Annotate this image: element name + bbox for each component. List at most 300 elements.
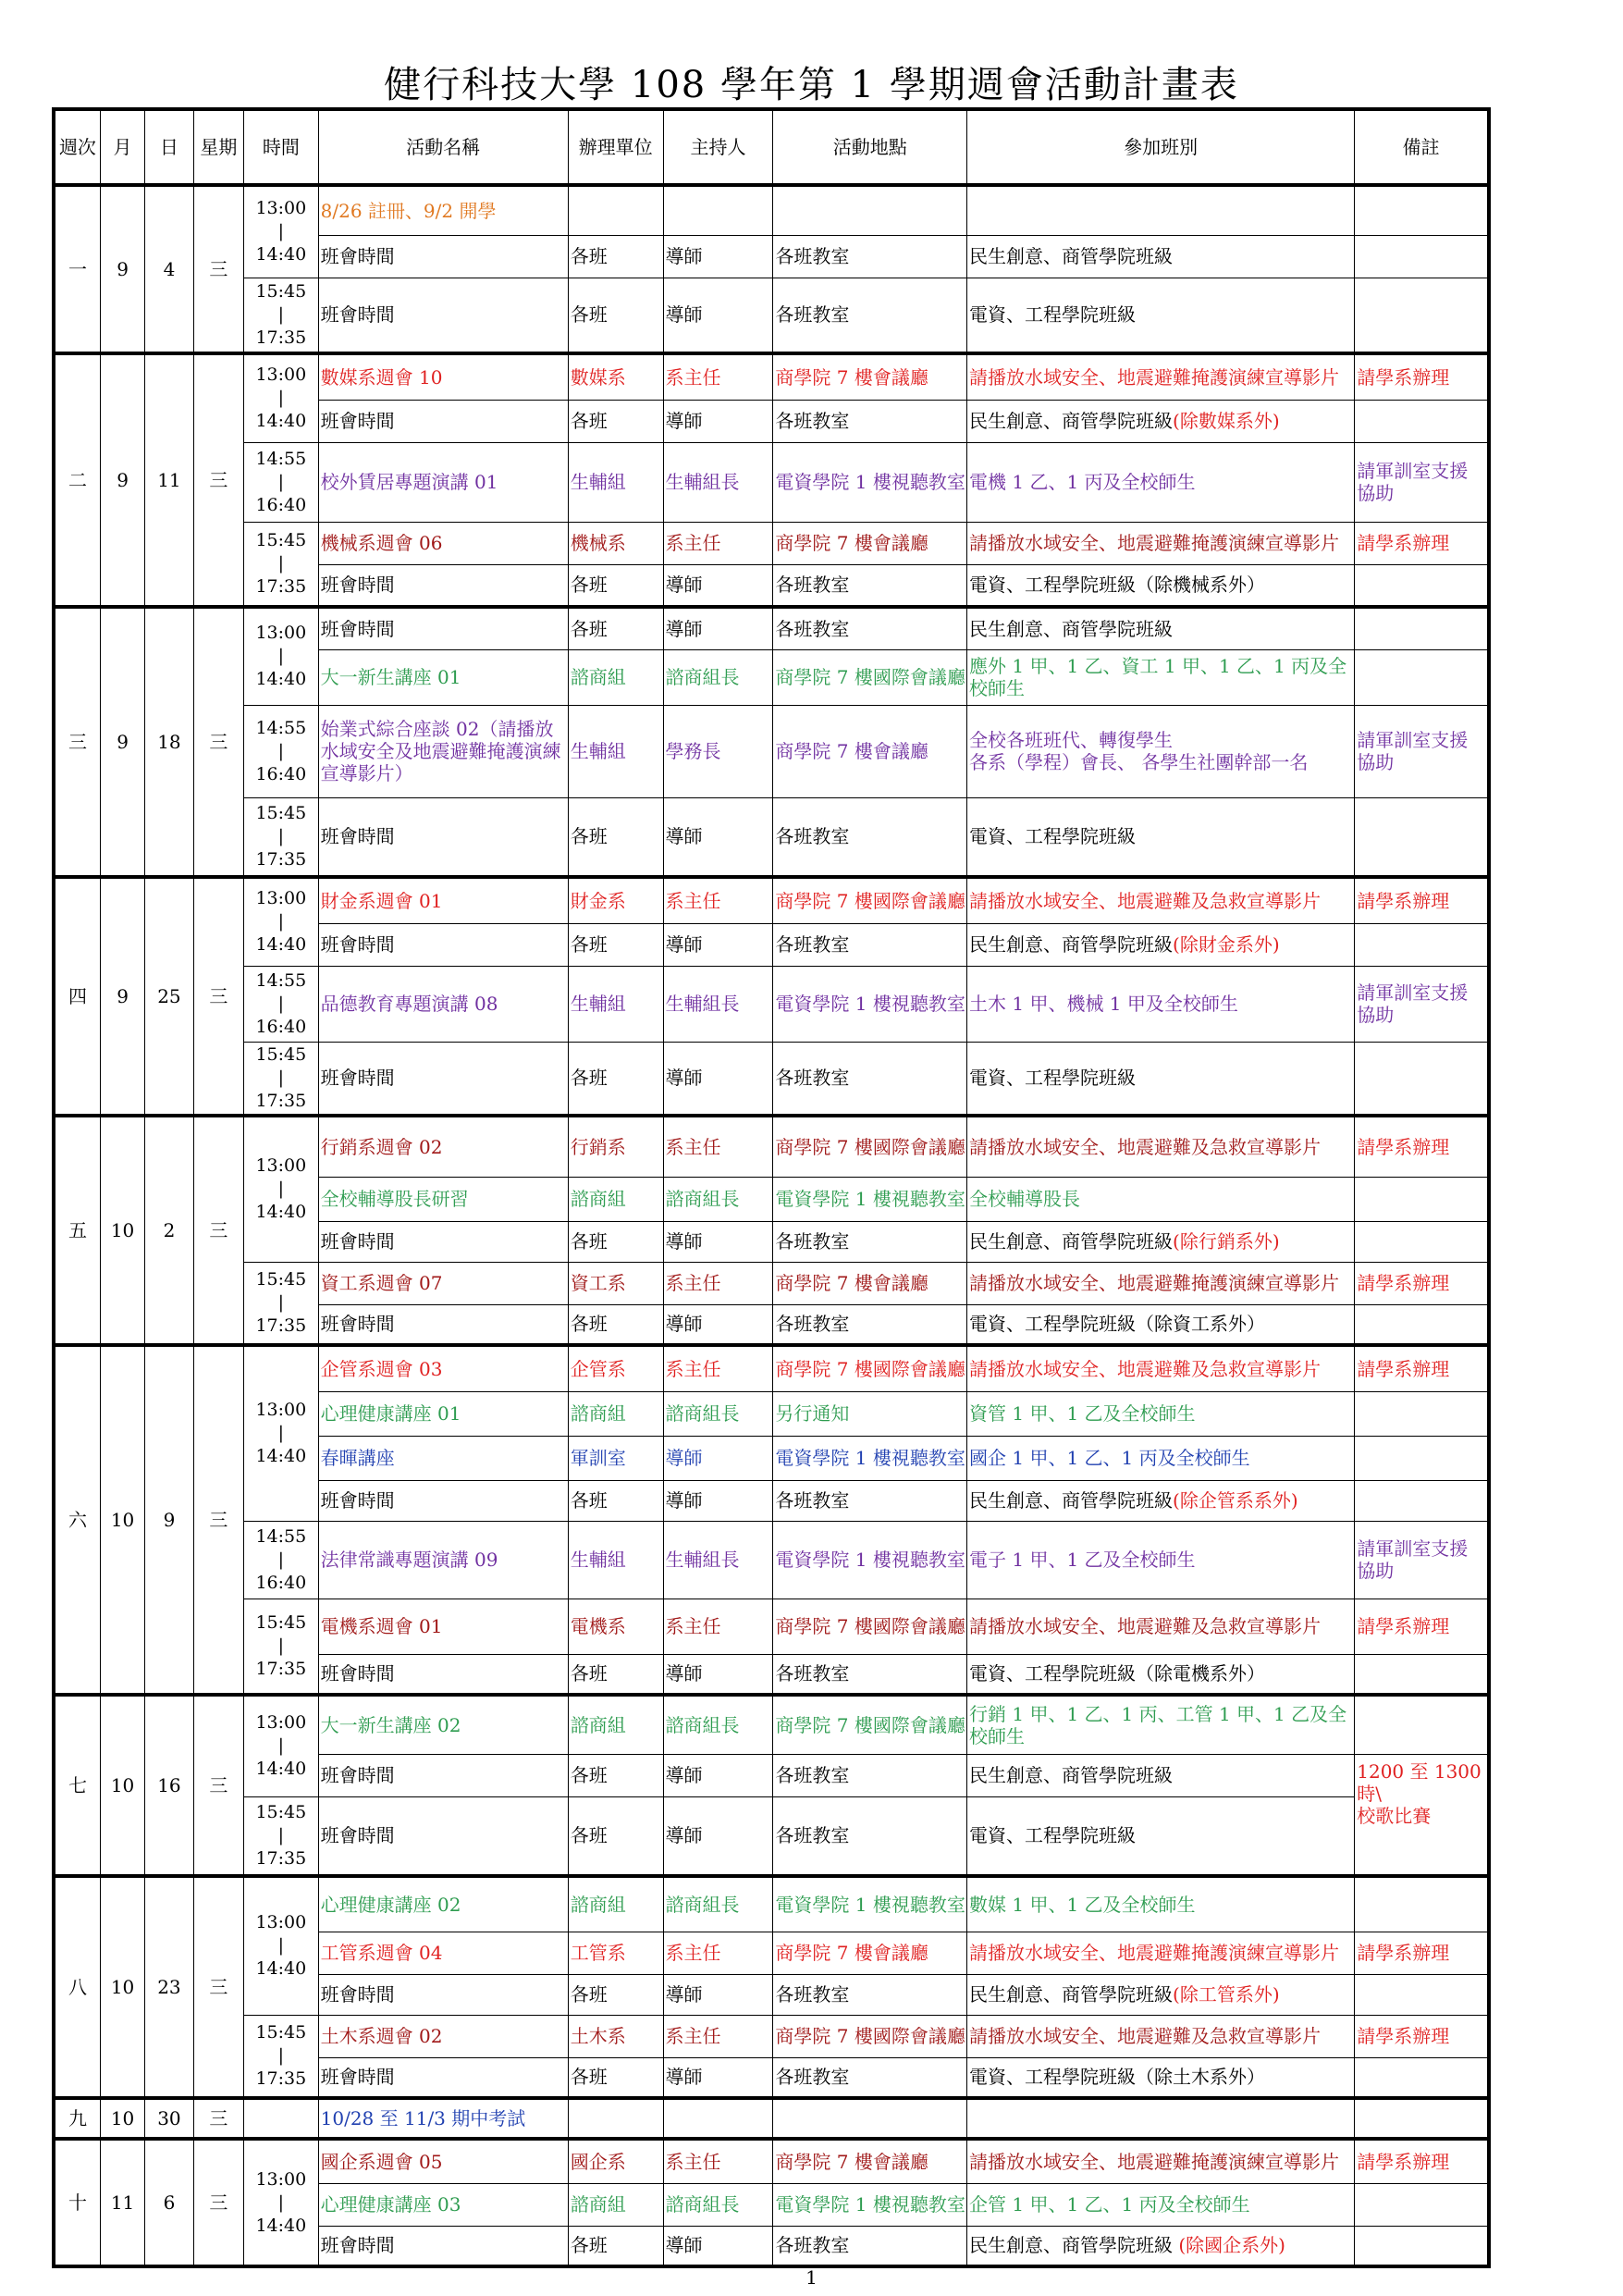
activity-name: 班會時間 xyxy=(318,797,568,877)
classes-text: 請播放水域安全、地震避難及急救宣導影片 xyxy=(969,1357,1322,1380)
classes-cell xyxy=(967,797,1355,877)
page-title: 健行科技大學 108 學年第 1 學期週會活動計畫表 xyxy=(384,64,1239,106)
classes-text: 電資、工程學院班級 xyxy=(969,1824,1137,1847)
classes-text: 請播放水域安全、地震避難及急救宣導影片 xyxy=(969,2025,1322,2047)
time-cell: 13:00 | 14:40 xyxy=(244,185,319,278)
unit-cell: 機械系 xyxy=(568,522,663,564)
time-cell: 14:55 | 16:40 xyxy=(244,1521,319,1599)
header-week: 週次 xyxy=(54,109,100,185)
classes-exclusion: (除工管系外) xyxy=(1173,1983,1280,2006)
host-cell: 諮商組長 xyxy=(663,1876,773,1932)
table-row xyxy=(54,797,1489,877)
month-cell: 9 xyxy=(100,353,144,607)
place-cell: 各班教室 xyxy=(773,1042,967,1116)
table-row xyxy=(54,1116,1489,1177)
month-cell: 10 xyxy=(100,1345,144,1695)
month-cell: 9 xyxy=(100,607,144,877)
note-cell xyxy=(1355,607,1489,649)
weekday-cell: 三 xyxy=(193,1345,243,1695)
classes-cell xyxy=(967,1521,1355,1599)
host-cell: 導師 xyxy=(663,564,773,607)
unit-cell: 資工系 xyxy=(568,1262,663,1304)
classes-cell xyxy=(967,235,1355,278)
place-cell: 各班教室 xyxy=(773,1480,967,1521)
classes-text: 請播放水域安全、地震避難掩護演練宣導影片 xyxy=(969,1942,1340,1964)
place-cell: 各班教室 xyxy=(773,235,967,278)
unit-cell: 各班 xyxy=(568,797,663,877)
note-cell xyxy=(1355,278,1489,353)
time-cell: 13:00 | 14:40 xyxy=(244,607,319,705)
table-row xyxy=(54,1599,1489,1654)
note-cell xyxy=(1355,1974,1489,2015)
day-cell: 25 xyxy=(145,877,193,1116)
classes-text: 電資、工程學院班級（除電機系外） xyxy=(969,1662,1266,1685)
header-activity: 活動名稱 xyxy=(318,109,568,185)
unit-cell: 生輔組 xyxy=(568,705,663,797)
classes-text: 電資、工程學院班級 xyxy=(969,1067,1137,1090)
place-cell: 各班教室 xyxy=(773,1974,967,2015)
classes-text: 數媒 1 甲、1 乙及全校師生 xyxy=(969,1893,1196,1916)
unit-cell: 各班 xyxy=(568,235,663,278)
unit-cell: 各班 xyxy=(568,1796,663,1876)
table-row xyxy=(54,877,1489,923)
classes-text: 土木 1 甲、機械 1 甲及全校師生 xyxy=(969,993,1238,1015)
classes-cell xyxy=(967,923,1355,966)
classes-cell xyxy=(967,649,1355,705)
host-cell: 導師 xyxy=(663,278,773,353)
header-row xyxy=(54,109,1489,185)
host-cell: 導師 xyxy=(663,1042,773,1116)
time-cell: 13:00 | 14:40 xyxy=(244,1876,319,2015)
day-cell: 30 xyxy=(145,2098,193,2139)
place-cell: 商學院 7 樓會議廳 xyxy=(773,705,967,797)
place-cell: 各班教室 xyxy=(773,1654,967,1695)
classes-cell xyxy=(967,442,1355,522)
unit-cell: 企管系 xyxy=(568,1345,663,1391)
time-cell: 15:45 | 17:35 xyxy=(244,522,319,607)
host-cell: 系主任 xyxy=(663,1345,773,1391)
time-cell: 15:45 | 17:35 xyxy=(244,1796,319,1876)
classes-cell xyxy=(967,522,1355,564)
classes-text: 民生創意、商管學院班級 xyxy=(969,617,1174,640)
table-row xyxy=(54,353,1489,400)
activity-name: 8/26 註冊、9/2 開學 xyxy=(318,185,568,235)
place-cell: 各班教室 xyxy=(773,400,967,442)
host-cell: 導師 xyxy=(663,797,773,877)
place-cell: 商學院 7 樓會議廳 xyxy=(773,2139,967,2183)
unit-cell: 國企系 xyxy=(568,2139,663,2183)
host-cell: 導師 xyxy=(663,923,773,966)
table-row xyxy=(54,607,1489,649)
unit-cell: 各班 xyxy=(568,1042,663,1116)
weekday-cell: 三 xyxy=(193,1876,243,2098)
host-cell: 學務長 xyxy=(663,705,773,797)
time-cell: 15:45 | 17:35 xyxy=(244,2015,319,2098)
note-cell xyxy=(1355,1042,1489,1116)
activity-name: 班會時間 xyxy=(318,564,568,607)
classes-exclusion: (除企管系系外) xyxy=(1173,1489,1298,1512)
note-cell: 請學系辦理 xyxy=(1355,877,1489,923)
place-cell: 各班教室 xyxy=(773,923,967,966)
classes-text: 請播放水域安全、地震避難掩護演練宣導影片 xyxy=(969,2150,1340,2173)
unit-cell: 工管系 xyxy=(568,1932,663,1974)
classes-cell xyxy=(967,1345,1355,1391)
classes-text: 請播放水域安全、地震避難及急救宣導影片 xyxy=(969,1615,1322,1637)
time-cell: 15:45 | 17:35 xyxy=(244,278,319,353)
time-cell: 13:00 | 14:40 xyxy=(244,1116,319,1262)
table-row xyxy=(54,966,1489,1042)
note-cell xyxy=(1355,1876,1489,1932)
classes-cell xyxy=(967,1177,1355,1221)
place-cell: 商學院 7 樓國際會議廳 xyxy=(773,2015,967,2057)
classes-cell xyxy=(967,1262,1355,1304)
classes-text: 全校各班班代、轉復學生 各系（學程）會長、 各學生社團幹部一名 xyxy=(969,729,1309,773)
activity-name: 始業式綜合座談 02（請播放水域安全及地震避難掩護演練宣導影片） xyxy=(318,705,568,797)
note-cell xyxy=(1355,797,1489,877)
note-cell: 請學系辦理 xyxy=(1355,522,1489,564)
activity-name: 班會時間 xyxy=(318,1754,568,1796)
note-cell xyxy=(1355,1654,1489,1695)
place-cell xyxy=(773,2098,967,2139)
classes-cell xyxy=(967,1599,1355,1654)
note-cell xyxy=(1355,2057,1489,2098)
classes-text: 民生創意、商管學院班級 xyxy=(969,2234,1174,2257)
time-cell xyxy=(244,2098,319,2139)
day-cell: 6 xyxy=(145,2139,193,2266)
month-cell: 11 xyxy=(100,2139,144,2266)
header-classes: 參加班別 xyxy=(967,109,1355,185)
day-cell: 9 xyxy=(145,1345,193,1695)
place-cell: 商學院 7 樓會議廳 xyxy=(773,1932,967,1974)
unit-cell: 各班 xyxy=(568,607,663,649)
host-cell: 導師 xyxy=(663,1754,773,1796)
classes-text: 資管 1 甲、1 乙及全校師生 xyxy=(969,1402,1196,1425)
classes-cell xyxy=(967,1391,1355,1436)
activity-name: 班會時間 xyxy=(318,923,568,966)
place-cell: 各班教室 xyxy=(773,1796,967,1876)
table-row xyxy=(54,442,1489,522)
host-cell: 系主任 xyxy=(663,1599,773,1654)
classes-cell xyxy=(967,607,1355,649)
unit-cell: 諮商組 xyxy=(568,1695,663,1754)
note-cell: 請學系辦理 xyxy=(1355,1599,1489,1654)
classes-text: 民生創意、商管學院班級 xyxy=(969,933,1174,956)
classes-cell xyxy=(967,705,1355,797)
activity-name: 品德教育專題演講 08 xyxy=(318,966,568,1042)
classes-cell xyxy=(967,1221,1355,1262)
place-cell: 各班教室 xyxy=(773,607,967,649)
classes-exclusion: (除財金系外) xyxy=(1173,933,1280,956)
classes-cell xyxy=(967,1654,1355,1695)
classes-text: 請播放水域安全、地震避難及急救宣導影片 xyxy=(969,1135,1322,1158)
activity-name: 班會時間 xyxy=(318,2226,568,2266)
weekday-cell: 三 xyxy=(193,877,243,1116)
weekday-cell: 三 xyxy=(193,353,243,607)
place-cell: 電資學院 1 樓視聽教室 xyxy=(773,1436,967,1480)
place-cell: 電資學院 1 樓視聽教室 xyxy=(773,1177,967,1221)
unit-cell: 各班 xyxy=(568,278,663,353)
classes-cell xyxy=(967,1695,1355,1754)
note-cell xyxy=(1355,2098,1489,2139)
place-cell: 各班教室 xyxy=(773,2057,967,2098)
host-cell: 諮商組長 xyxy=(663,1391,773,1436)
note-cell: 請學系辦理 xyxy=(1355,353,1489,400)
note-cell: 請學系辦理 xyxy=(1355,1116,1489,1177)
activity-name: 國企系週會 05 xyxy=(318,2139,568,2183)
note-cell: 請軍訓室支援協助 xyxy=(1355,966,1489,1042)
day-cell: 11 xyxy=(145,353,193,607)
time-cell: 13:00 | 14:40 xyxy=(244,1695,319,1796)
activity-name: 班會時間 xyxy=(318,1221,568,1262)
weekday-cell: 三 xyxy=(193,1695,243,1876)
month-cell: 9 xyxy=(100,877,144,1116)
classes-cell xyxy=(967,2183,1355,2226)
table-row xyxy=(54,2015,1489,2057)
activity-name: 電機系週會 01 xyxy=(318,1599,568,1654)
note-cell xyxy=(1355,1480,1489,1521)
classes-exclusion: (除數媒系外) xyxy=(1173,410,1280,432)
table-row xyxy=(54,1345,1489,1391)
activity-name: 資工系週會 07 xyxy=(318,1262,568,1304)
activity-name: 班會時間 xyxy=(318,400,568,442)
classes-cell xyxy=(967,966,1355,1042)
host-cell: 系主任 xyxy=(663,2015,773,2057)
classes-cell xyxy=(967,1116,1355,1177)
unit-cell: 生輔組 xyxy=(568,1521,663,1599)
header-month: 月 xyxy=(100,109,144,185)
table-row xyxy=(54,1521,1489,1599)
place-cell: 電資學院 1 樓視聽教室 xyxy=(773,442,967,522)
month-cell: 9 xyxy=(100,185,144,353)
week-number: 二 xyxy=(54,353,100,607)
classes-cell xyxy=(967,2015,1355,2057)
classes-text: 請播放水域安全、地震避難掩護演練宣導影片 xyxy=(969,365,1340,389)
activity-name: 班會時間 xyxy=(318,2057,568,2098)
classes-cell xyxy=(967,564,1355,607)
place-cell: 各班教室 xyxy=(773,1221,967,1262)
host-cell: 導師 xyxy=(663,1436,773,1480)
classes-cell xyxy=(967,877,1355,923)
note-cell xyxy=(1355,185,1489,235)
note-cell xyxy=(1355,1695,1489,1754)
place-cell: 各班教室 xyxy=(773,278,967,353)
weekday-cell: 三 xyxy=(193,185,243,353)
activity-name: 班會時間 xyxy=(318,235,568,278)
unit-cell: 各班 xyxy=(568,1480,663,1521)
note-cell: 請學系辦理 xyxy=(1355,2139,1489,2183)
host-cell: 導師 xyxy=(663,1796,773,1876)
host-cell: 生輔組長 xyxy=(663,1521,773,1599)
classes-cell xyxy=(967,1042,1355,1116)
unit-cell: 各班 xyxy=(568,1221,663,1262)
activity-name: 企管系週會 03 xyxy=(318,1345,568,1391)
day-cell: 2 xyxy=(145,1116,193,1345)
place-cell: 商學院 7 樓國際會議廳 xyxy=(773,877,967,923)
note-cell xyxy=(1355,2226,1489,2266)
weekday-cell: 三 xyxy=(193,2139,243,2266)
activity-name: 10/28 至 11/3 期中考試 xyxy=(318,2098,568,2139)
classes-cell xyxy=(967,278,1355,353)
header-unit: 辦理單位 xyxy=(568,109,663,185)
host-cell: 導師 xyxy=(663,2057,773,2098)
activity-name: 校外賃居專題演講 01 xyxy=(318,442,568,522)
activity-name: 土木系週會 02 xyxy=(318,2015,568,2057)
host-cell: 系主任 xyxy=(663,1932,773,1974)
unit-cell: 行銷系 xyxy=(568,1116,663,1177)
unit-cell: 諮商組 xyxy=(568,1177,663,1221)
host-cell: 系主任 xyxy=(663,1262,773,1304)
table-row xyxy=(54,2139,1489,2183)
classes-cell xyxy=(967,400,1355,442)
unit-cell: 各班 xyxy=(568,400,663,442)
week-number: 五 xyxy=(54,1116,100,1345)
header-time: 時間 xyxy=(244,109,319,185)
classes-cell xyxy=(967,2226,1355,2266)
table-row xyxy=(54,1796,1489,1876)
unit-cell: 軍訓室 xyxy=(568,1436,663,1480)
table-row xyxy=(54,522,1489,564)
note-cell xyxy=(1355,564,1489,607)
unit-cell: 各班 xyxy=(568,564,663,607)
host-cell: 系主任 xyxy=(663,2139,773,2183)
unit-cell: 財金系 xyxy=(568,877,663,923)
place-cell: 電資學院 1 樓視聽教室 xyxy=(773,1876,967,1932)
host-cell: 系主任 xyxy=(663,1116,773,1177)
time-cell: 13:00 | 14:40 xyxy=(244,877,319,966)
classes-cell xyxy=(967,1754,1355,1796)
host-cell: 諮商組長 xyxy=(663,649,773,705)
host-cell: 導師 xyxy=(663,1480,773,1521)
place-cell: 各班教室 xyxy=(773,1304,967,1345)
time-cell: 15:45 | 17:35 xyxy=(244,1599,319,1695)
table-row xyxy=(54,2098,1489,2139)
classes-exclusion: (除國企系外) xyxy=(1173,2234,1285,2257)
month-cell: 10 xyxy=(100,1695,144,1876)
classes-text: 民生創意、商管學院班級 xyxy=(969,410,1174,432)
week-number: 三 xyxy=(54,607,100,877)
weekday-cell: 三 xyxy=(193,1116,243,1345)
time-cell: 14:55 | 16:40 xyxy=(244,442,319,522)
time-cell: 13:00 | 14:40 xyxy=(244,1345,319,1521)
place-cell: 商學院 7 樓國際會議廳 xyxy=(773,649,967,705)
classes-cell xyxy=(967,1932,1355,1974)
unit-cell: 土木系 xyxy=(568,2015,663,2057)
time-cell: 13:00 | 14:40 xyxy=(244,353,319,442)
activity-name: 工管系週會 04 xyxy=(318,1932,568,1974)
week-number: 十 xyxy=(54,2139,100,2266)
unit-cell xyxy=(568,185,663,235)
place-cell: 電資學院 1 樓視聽教室 xyxy=(773,966,967,1042)
day-cell: 23 xyxy=(145,1876,193,2098)
activity-name: 班會時間 xyxy=(318,1304,568,1345)
host-cell: 諮商組長 xyxy=(663,2183,773,2226)
place-cell: 商學院 7 樓會議廳 xyxy=(773,353,967,400)
host-cell: 系主任 xyxy=(663,877,773,923)
week-number: 一 xyxy=(54,185,100,353)
day-cell: 16 xyxy=(145,1695,193,1876)
place-cell xyxy=(773,185,967,235)
classes-text: 民生創意、商管學院班級 xyxy=(969,1230,1174,1253)
unit-cell: 諮商組 xyxy=(568,2183,663,2226)
note-cell xyxy=(1355,1221,1489,1262)
note-cell: 1200 至 1300 時\ 校歌比賽 xyxy=(1355,1754,1489,1876)
note-cell xyxy=(1355,1436,1489,1480)
classes-text: 電資、工程學院班級（除資工系外） xyxy=(969,1313,1266,1336)
unit-cell: 各班 xyxy=(568,2057,663,2098)
activity-name: 財金系週會 01 xyxy=(318,877,568,923)
host-cell: 生輔組長 xyxy=(663,442,773,522)
host-cell: 系主任 xyxy=(663,353,773,400)
host-cell: 諮商組長 xyxy=(663,1177,773,1221)
activity-name: 班會時間 xyxy=(318,607,568,649)
unit-cell xyxy=(568,2098,663,2139)
classes-text: 電子 1 甲、1 乙及全校師生 xyxy=(969,1549,1196,1571)
week-number: 七 xyxy=(54,1695,100,1876)
place-cell: 商學院 7 樓會議廳 xyxy=(773,522,967,564)
classes-text: 請播放水域安全、地震避難掩護演練宣導影片 xyxy=(969,532,1340,554)
host-cell: 導師 xyxy=(663,1654,773,1695)
schedule-body xyxy=(54,185,1489,2266)
classes-cell xyxy=(967,1480,1355,1521)
classes-cell xyxy=(967,1974,1355,2015)
note-cell: 請學系辦理 xyxy=(1355,1932,1489,1974)
unit-cell: 數媒系 xyxy=(568,353,663,400)
table-row xyxy=(54,705,1489,797)
classes-text: 企管 1 甲、1 乙、1 丙及全校師生 xyxy=(969,2193,1250,2216)
month-cell: 10 xyxy=(100,1116,144,1345)
unit-cell: 各班 xyxy=(568,923,663,966)
note-cell xyxy=(1355,1304,1489,1345)
host-cell xyxy=(663,2098,773,2139)
activity-name: 心理健康講座 03 xyxy=(318,2183,568,2226)
time-cell: 13:00 | 14:40 xyxy=(244,2139,319,2266)
classes-text: 電資、工程學院班級（除土木系外） xyxy=(969,2066,1266,2089)
classes-text: 行銷 1 甲、1 乙、1 丙、工管 1 甲、1 乙及全校師生 xyxy=(969,1702,1347,1747)
time-cell: 14:55 | 16:40 xyxy=(244,705,319,797)
activity-name: 全校輔導股長研習 xyxy=(318,1177,568,1221)
month-cell: 10 xyxy=(100,1876,144,2098)
unit-cell: 諮商組 xyxy=(568,1876,663,1932)
place-cell: 各班教室 xyxy=(773,564,967,607)
unit-cell: 各班 xyxy=(568,1754,663,1796)
unit-cell: 電機系 xyxy=(568,1599,663,1654)
unit-cell: 各班 xyxy=(568,1304,663,1345)
activity-name: 班會時間 xyxy=(318,1042,568,1116)
time-cell: 15:45 | 17:35 xyxy=(244,1042,319,1116)
classes-text: 應外 1 甲、1 乙、資工 1 甲、1 乙、1 丙及全校師生 xyxy=(969,655,1347,699)
page-number: 1 xyxy=(805,2266,818,2289)
time-cell: 14:55 | 16:40 xyxy=(244,966,319,1042)
week-number: 九 xyxy=(54,2098,100,2139)
time-cell: 15:45 | 17:35 xyxy=(244,797,319,877)
classes-cell xyxy=(967,353,1355,400)
table-row xyxy=(54,1042,1489,1116)
header-place: 活動地點 xyxy=(773,109,967,185)
unit-cell: 生輔組 xyxy=(568,442,663,522)
header-host: 主持人 xyxy=(663,109,773,185)
host-cell: 生輔組長 xyxy=(663,966,773,1042)
activity-name: 心理健康講座 02 xyxy=(318,1876,568,1932)
classes-text: 電資、工程學院班級（除機械系外） xyxy=(969,574,1266,597)
activity-name: 班會時間 xyxy=(318,1974,568,2015)
host-cell: 諮商組長 xyxy=(663,1695,773,1754)
host-cell: 導師 xyxy=(663,400,773,442)
classes-cell xyxy=(967,2098,1355,2139)
header-weekday: 星期 xyxy=(193,109,243,185)
activity-name: 班會時間 xyxy=(318,1654,568,1695)
classes-text: 民生創意、商管學院班級 xyxy=(969,1489,1174,1512)
table-row xyxy=(54,1695,1489,1754)
